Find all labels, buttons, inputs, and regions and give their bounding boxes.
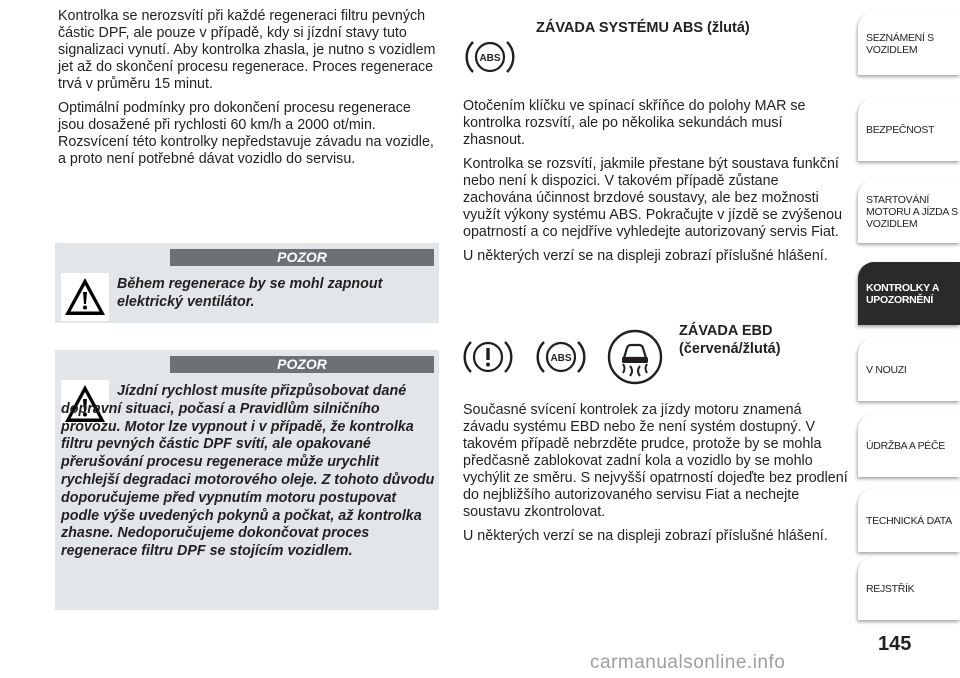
abs-paragraph-3: U některých verzí se na displeji zobrazí příslušné hlášení. xyxy=(463,248,828,264)
abs-ebd-icon-label: ABS xyxy=(550,353,572,364)
left-column xyxy=(58,8,440,175)
abs-ebd-icon xyxy=(534,330,588,384)
ebd-heading xyxy=(679,322,849,358)
tab-udrzba[interactable] xyxy=(858,414,960,477)
tab-rejstrik[interactable] xyxy=(858,557,960,620)
ebd-paragraph-2: U některých verzí se na displeji zobrazí příslušné hlášení. xyxy=(463,528,828,544)
tab-label-line: KONTROLKY A xyxy=(866,281,940,294)
warning-box-fan xyxy=(55,243,439,323)
ebd-heading-line-1: ZÁVADA EBD xyxy=(679,323,773,339)
dpf-paragraph-2: Optimální podmínky pro dokončení procesu regenerace jsou dosažené při rychlosti 60 km/h a 2000 ot/min. Rozsvícení této kontrolky nepředstavuje závadu na vozidle, a proto není potřebné dávat vozidlo do servisu. xyxy=(58,100,434,167)
abs-body xyxy=(463,98,848,272)
dpf-paragraph-1: Kontrolka se nerozsvítí při každé regeneraci filtru pevných částic DPF, ale pouze v případě, kdy si jízdní stavy tuto signalizaci vynutí. Aby kontrolka zhasla, je nutno s vozidlem jet až do skončení procesu regenerace. Proces regenerace trvá v průměru 15 minut. xyxy=(58,8,436,92)
tab-label-line: VOZIDLEM xyxy=(866,43,918,56)
warning-text: Během regenerace by se mohl zapnout elektrický ventilátor. xyxy=(117,276,383,310)
tab-bezpecnost[interactable] xyxy=(858,98,960,161)
tab-label-line: SEZNÁMENÍ S xyxy=(866,31,934,44)
tab-kontrolky-active[interactable] xyxy=(858,262,960,325)
warning-text: Jízdní rychlost musíte přizpůsobovat dané dopravní situaci, počasí a Pravidlům silničního provozu. Motor lze vypnout i v případě, že kontrolka filtru pevných částic DPF svítí, ale opakované přerušování procesu regenerace může urychlit rychlejší degradaci motorového oleje. Z tohoto důvodu doporučujeme před vypnutím motoru postupovat podle výše uvedených pokynů a počkat, až kontrolka zhasne. Nedoporučujeme dokončovat proces regenerace filtru DPF se stojícím vozidlem. xyxy=(61,383,435,560)
abs-heading: ZÁVADA SYSTÉMU ABS (žlutá) xyxy=(536,20,750,36)
tab-label-line: V NOUZI xyxy=(866,363,907,376)
abs-paragraph-2: Kontrolka se rozsvítí, jakmile přestane být soustava funkční nebo není k dispozici. V takovém případě zůstane zachována účinnost brzdové soustavy, ale bez možnosti využít výkony systému ABS. Pokračujte v jízdě se zvýšenou opatrností a co nejdříve vyhledejte autorizovaný servis Fiat. xyxy=(463,156,843,240)
stability-control-icon xyxy=(606,328,664,386)
tab-label-line: BEZPEČNOST xyxy=(866,123,935,136)
tab-label-line: REJSTŘÍK xyxy=(866,582,915,595)
page-number: 145 xyxy=(878,633,912,655)
abs-icon-label: ABS xyxy=(479,53,501,64)
warning-title: POZOR xyxy=(170,249,434,266)
tab-label-line: ÚDRŽBA A PÉČE xyxy=(866,439,945,452)
watermark: carmanualsonline.info xyxy=(590,652,786,673)
tab-label-line: UPOZORNĚNÍ xyxy=(866,293,934,306)
tab-seznameni[interactable] xyxy=(858,12,960,75)
tab-technicka-data[interactable] xyxy=(858,489,960,552)
abs-warning-icon xyxy=(463,30,517,84)
warning-title: POZOR xyxy=(170,356,434,373)
ebd-paragraph-1: Současné svícení kontrolek za jízdy motoru znamená závadu systému EBD nebo že není systém dostupný. V takovém případě nebrzděte prudce, protože by se mohla předčasně zablokovat zadní kola a vozidlo by se mohlo vychýlit ze směru. S nejvyšší opatrností dojeďte bez prodlení do nejbližšího autorizovaného servisu Fiat a nechejte soustavu zkontrolovat. xyxy=(463,402,848,520)
tab-label-line: VOZIDLEM xyxy=(866,217,918,230)
tab-label-line: STARTOVÁNÍ xyxy=(866,193,929,206)
warning-triangle-icon xyxy=(61,273,109,321)
tab-v-nouzi[interactable] xyxy=(858,338,960,401)
brake-warning-icon xyxy=(461,330,515,384)
ebd-heading-line-2: (červená/žlutá) xyxy=(679,341,781,357)
tab-startovani[interactable] xyxy=(858,180,960,243)
tab-label-line: MOTORU A JÍZDA S xyxy=(866,205,958,218)
tab-label-line: TECHNICKÁ DATA xyxy=(866,514,952,527)
ebd-body xyxy=(463,402,848,552)
abs-paragraph-1: Otočením klíčku ve spínací skříňce do polohy MAR se kontrolka rozsvítí, ale po několika sekundách musí zhasnout. xyxy=(463,98,806,148)
warning-box-speed xyxy=(55,350,439,610)
